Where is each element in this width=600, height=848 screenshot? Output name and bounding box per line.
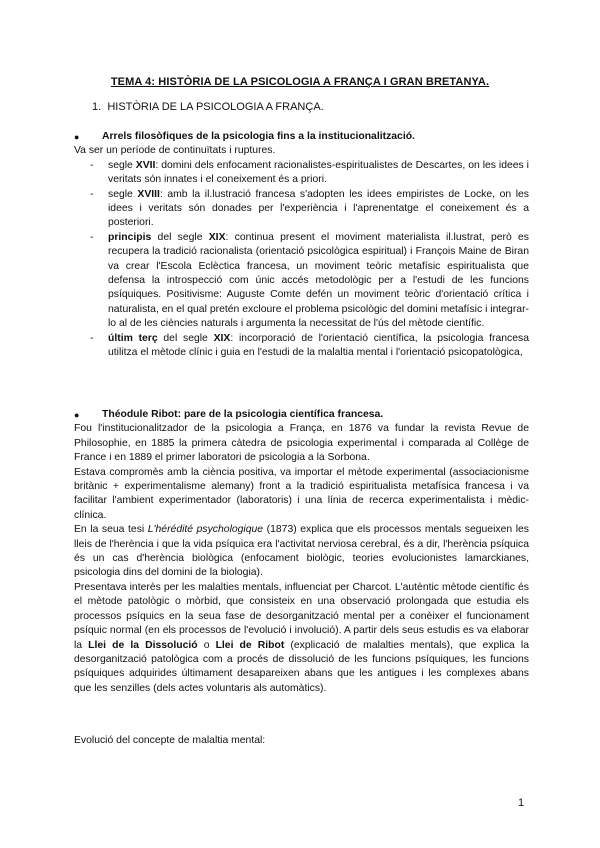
closing-line: Evolució del concepte de malaltia mental: [74, 735, 266, 746]
section-arrels [74, 130, 529, 361]
century-list [74, 159, 529, 361]
paragraph-mental-illness: Presentava interès per les malalties mentals, influenciat per Charcot. L'autèntic mètode científic és el mètode patològic o mòrbid, que consisteix en una observació prolongada que estudia els processos psíquics en la seua fase de desorganització mental per a conèixer el funcionament psíquic normal (en els processos de l'evolució i involució). A partir dels seus estudis es va elaborar la Llei de la Dissolució o Llei de Ribot (explicació de malalties mentals), que explica la desorganització patològica com a procés de dissolució de les funcions psíquiques, les funcions psíquiques adquirides últimament desapareixen abans que les antigues i les complexes abans que les senzilles (dels actes voluntaris als automàtics). [74, 581, 529, 694]
bullet-heading-arrels: ● Arrels filosòfiques de la psicologia fins a la institucionalització. [74, 130, 529, 144]
bullet-icon: ● [74, 410, 80, 420]
bullet-icon: ● [74, 132, 80, 142]
paragraph-institutionalization: Fou l'institucionalitzador de la psicologia a França, en 1876 va fundar la revista Revue de Philosophie, en 1885 la primera càtedra de psicologia experimental i comparada al Collège de France i en 1889 el primer laboratori de psicologia a la Sorbona. [74, 423, 529, 464]
section-number: 1. [92, 101, 102, 113]
document-title: TEMA 4: HISTÒRIA DE LA PSICOLOGIA A FRANÇA I GRAN BRETANYA. [110, 76, 490, 88]
intro-paragraph: Va ser un període de continuïtats i ruptures. [74, 145, 276, 157]
paragraph-thesis: En la seua tesi L'hérédité psychologique (1873) explica que els processos mentals segueixen les lleis de l'herència i que la vida psíquica era l'activitat nerviosa cerebral, és a dir, l'herència psíquica és un cas d'herència biològica (enfocament biològic, teories evolucionistes lamarckianes, psicologia dins del domini de la biologia). [74, 524, 529, 579]
list-item: - segle XVII: domini dels enfocament racionalistes-espiritualistes de Descartes, on les idees i veritats són innates i el coneixement és a priori. [90, 159, 529, 186]
section-heading [92, 101, 324, 113]
list-item: - segle XVIII: amb la il.lustració francesa s'adopten les idees empiristes de Locke, on les idees i veritats són donades per l'experiència i l'aprenentatge el coneixement és a posteriori. [90, 188, 529, 229]
list-item: - últim terç del segle XIX: incorporació de l'orientació científica, la psicologia francesa utilitza el mètode clínic i guia en l'estudi de la malaltia mental i l'orientació psicopatològica, [90, 332, 529, 359]
dash-icon: - [90, 231, 94, 243]
dash-icon: - [90, 188, 94, 200]
section-title: HISTÒRIA DE LA PSICOLOGIA A FRANÇA. [107, 101, 324, 113]
paragraph-positive-science: Estava compromès amb la ciència positiva, va importar el mètode experimental (associacionisme britànic + experimentalisme alemany) front a la tradició espiritualista metafísica francesa i va facilitar l'ambient experimentador (laboratoris) i una línia de recerca experimentalista i mèdic-clínica. [74, 466, 529, 521]
page-number: 1 [518, 797, 525, 809]
list-item: - principis del segle XIX: continua present el moviment materialista il.lustrat, però es recupera la tradició racionalista (orientació psicològica espiritual) i François Maine de Biran va crear l'Escola Eclèctica francesa, un moviment teòric metafísic espiritualista que defensa la introspecció com únic accés metodològic per a l'estudi de les funcions psíquiques. Positivisme: Auguste Comte defén un moviment teòric d'orientació crítica i naturalista, en el qual pretén excloure el problema psicològic del domini metafísic i integrar-lo al de les ciències naturals i argumenta la necessitat de l'ús del mètode científic. [90, 231, 529, 330]
dash-icon: - [90, 332, 94, 344]
section-ribot [74, 408, 529, 696]
dash-icon: - [90, 159, 94, 171]
bullet-heading-ribot: ● Théodule Ribot: pare de la psicologia científica francesa. [74, 408, 529, 422]
